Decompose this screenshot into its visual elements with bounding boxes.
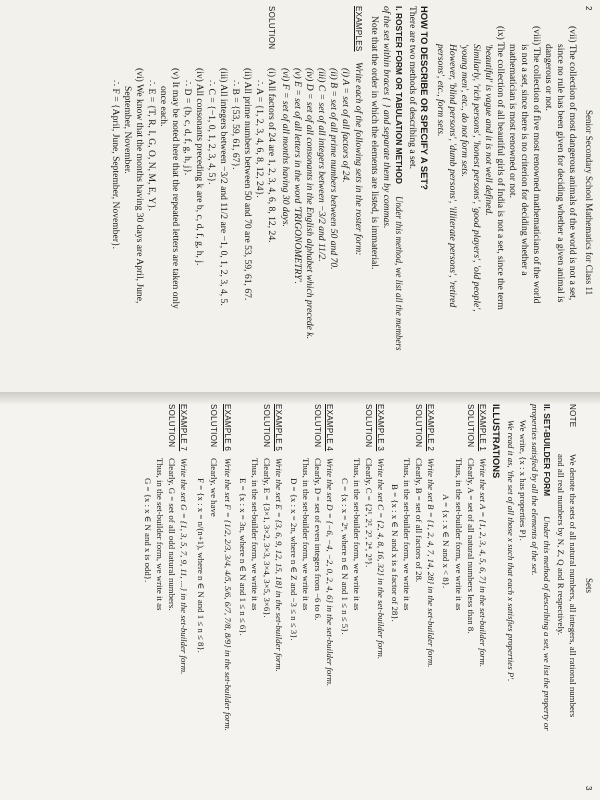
running-head: Sets [584, 578, 594, 594]
solution-line: A = {x : x ∈ N and x < 8}. [441, 494, 451, 589]
example-question: Write the set E = {3, 6, 9, 12, 15, 18} in the set-builder form. [274, 458, 284, 672]
example-question: Write the set D = {−6, −4, −2, 0, 2, 4, 6} in the set-builder form. [325, 458, 335, 687]
solution-line: Thus, in the set-builder form, we write it as [301, 458, 311, 611]
solution-label: SOLUTION [414, 404, 423, 448]
example-label: EXAMPLE 6 [223, 404, 232, 452]
example-question: Write the set C = {2, 4, 8, 16, 32} in the set-builder form. [376, 458, 386, 660]
solution-line: Clearly, A = set of all natural numbers less than 8. [466, 458, 476, 634]
solution-label: SOLUTION [313, 404, 322, 448]
text-line: since no rule has been given for deciding whether a given animal is [555, 44, 566, 303]
set-builder-label: II. SET-BUILDER FORM [542, 404, 552, 497]
solution-line: D = {x : x = 2n, where n ∈ Z and −3 ≤ n ≤ 3}. [289, 478, 299, 641]
solution-line: Clearly, C = {2¹, 2², 2³, 2⁴, 2⁵}. [364, 458, 374, 568]
solution-line: F = {x : x = n/(n+1), where n ∈ N and 1 ≤ n ≤ 8}. [196, 478, 206, 653]
solution-line: E = {x : x = 3n, where n ∈ N and 1 ≤ n ≤ 6}. [238, 478, 248, 636]
text-line: (ix) The collection of all beautiful girls of India is not a set, since the term [495, 26, 506, 310]
text-line: and all real numbers by N, Z, Q and R respectively. [556, 454, 566, 635]
solution-line: (i) All factors of 24 are 1, 2, 3, 4, 6, 8, 12, 24. [266, 68, 277, 243]
text-line: We read it as, 'the set of all those x such that each x satisfies properties P'. [506, 420, 516, 682]
solution-label: SOLUTION [466, 404, 475, 448]
solution-line: Clearly, E = {3×1, 3×2, 3×3, 3×4, 3×5, 3×6}. [262, 458, 272, 618]
text-line: Under this method, we list all the members [394, 196, 404, 351]
text-line: There are two methods of describing a set. [407, 6, 418, 170]
solution-line: Clearly, G = set of all odd natural numbers. [167, 458, 177, 611]
solution-label: SOLUTION [167, 404, 176, 448]
example-label: EXAMPLE 5 [274, 404, 283, 452]
solution-line: ∴ B = {53, 59, 61, 67}. [230, 80, 241, 170]
text-line: mathematician is most renowned or not. [507, 44, 518, 198]
text-line: is not a set, since there is no criterion for deciding whether a [519, 44, 530, 276]
solution-line: Thus, in the set-builder form, we write it as [402, 458, 412, 611]
solution-line: Thus, in the set-builder form, we write it as [250, 458, 260, 611]
text-line: Similarly, 'rich persons', 'honest persons', 'good players', 'old people', [471, 44, 482, 312]
text-line: Write each of the following sets in the roster form: [353, 62, 364, 256]
examples-label: EXAMPLES [354, 6, 363, 52]
solution-label: SOLUTION [267, 6, 276, 50]
text-line: persons', etc., form sets. [435, 44, 446, 137]
text-line: 'beautiful' is vague and it is not well defined. [483, 44, 494, 216]
solution-line: Thus, in the set-builder form, we write it as [352, 458, 362, 611]
solution-line: C = {x : x = 2ⁿ, where n ∈ N and 1 ≤ n ≤ 5}. [340, 478, 350, 635]
solution-line: ∴ F = {April, June, September, November}. [110, 80, 121, 250]
solution-line: B = {x : x ∈ N and x is a factor of 28}. [390, 484, 400, 622]
page-3-content [0, 398, 600, 800]
page-number: 2 [584, 6, 593, 11]
solution-label: SOLUTION [209, 404, 218, 448]
text-line: Note that the order in which the elements are listed, is immaterial. [369, 16, 380, 270]
solution-line: (vi) We know that the months having 30 days are April, June, [134, 68, 145, 304]
example-label: EXAMPLE 1 [478, 404, 487, 452]
solution-line: ∴ C = {−1, 0, 1, 2, 3, 4, 5}. [206, 80, 217, 185]
text-line: However, 'blind persons', 'dumb persons', 'illiterate persons', 'retired [447, 44, 458, 308]
text-line: (viii) The collection of five most renowned mathematicians of the world [531, 26, 542, 304]
solution-line: ∴ A = {1, 2, 3, 4, 6, 8, 12, 24}. [254, 80, 265, 198]
example-item: (vi) F = set of all months having 30 days. [280, 68, 291, 227]
example-item: (iv) D = set of all consonants in the English alphabet which precede k. [304, 68, 315, 339]
solution-line: Thus, in the set-builder form, we write it as [454, 458, 464, 611]
text-line: We denote the sets of all natural numbers, all integers, all rational numbers [568, 454, 578, 718]
solution-label: SOLUTION [364, 404, 373, 448]
text-line: properties satisfied by all the elements of the set. [530, 404, 540, 576]
illustrations-heading: ILLUSTRATIONS [491, 404, 502, 479]
solution-line: Clearly, we have [209, 458, 219, 517]
solution-line: Clearly, D = set of even integers from −6 to 6. [313, 458, 323, 621]
solution-line: (iii) All integers between −3/2 and 11/2 are −1, 0, 1, 2, 3, 4, 5. [218, 68, 229, 306]
example-item: (i) A = set of all factors of 24. [340, 68, 351, 183]
example-question: Write the set G = {1, 3, 5, 7, 9, 11, ...} in the set-builder form. [179, 458, 189, 675]
page-number: 3 [584, 786, 593, 791]
solution-line: Clearly, B = set of all factors of 28. [414, 458, 424, 583]
example-question: Write the set A = {1, 2, 3, 4, 5, 6, 7} in the set-builder form. [478, 458, 488, 668]
solution-line: (iv) All consonants preceding k are b, c, d, f, g, h, j. [194, 68, 205, 266]
example-question: Write the set B = {1, 2, 4, 7, 14, 28} in the set-builder form. [426, 458, 436, 668]
text-line: of the set within braces { } and separate them by commas. [381, 6, 392, 229]
example-label: EXAMPLE 4 [325, 404, 334, 452]
solution-line: ∴ E = {T, R, I, G, O, N, M, E, Y}. [146, 80, 157, 212]
solution-line: (v) It may be noted here that the repeated letters are taken only [170, 68, 181, 309]
text-line: (vii) The collection of most dangerous animals of the world is not a set, [567, 26, 578, 301]
solution-line: (ii) All prime numbers between 50 and 70 are 53, 59, 61, 67. [242, 68, 253, 301]
example-label: EXAMPLE 2 [426, 404, 435, 452]
example-item: (ii) B = set of all prime numbers between 50 and 70. [328, 68, 339, 270]
text-line: Under this method of describing a set, we list the property or [542, 516, 552, 731]
solution-label: SOLUTION [262, 404, 271, 448]
text-line: 'young men', etc., do not form sets. [459, 44, 470, 178]
roster-form-label: I. ROSTER FORM OR TABULATION METHOD [394, 6, 404, 184]
example-label: EXAMPLE 3 [376, 404, 385, 452]
note-label: NOTE [568, 404, 577, 428]
section-heading: HOW TO DESCRIBE OR SPECIFY A SET? [419, 6, 430, 190]
example-item: (iii) C = set of all integers between −3/2 and 11/2. [316, 68, 327, 262]
solution-line: G = {x : x ∈ N and x is odd}. [143, 478, 153, 583]
solution-line: September, November. [122, 86, 133, 174]
example-label: EXAMPLE 7 [179, 404, 188, 452]
solution-line: Thus, in the set-builder form, we write it as [155, 458, 165, 611]
running-head: Senior Secondary School Mathematics for Class 11 [584, 110, 594, 296]
example-item: (v) E = set of all letters in the word 'TRIGONOMETRY'. [292, 68, 303, 285]
page-2-content [0, 0, 600, 398]
solution-line: once each. [158, 86, 169, 127]
text-line: We write, {x : x has properties P}. [518, 420, 528, 541]
solution-line: ∴ D = {b, c, d, f, g, h, j}. [182, 80, 193, 176]
text-line: dangerous or not. [543, 44, 554, 111]
example-question: Write the set F = {1/2, 2/3, 3/4, 4/5, 5/6, 6/7, 7/8, 8/9} in the set-builder form. [223, 458, 233, 731]
